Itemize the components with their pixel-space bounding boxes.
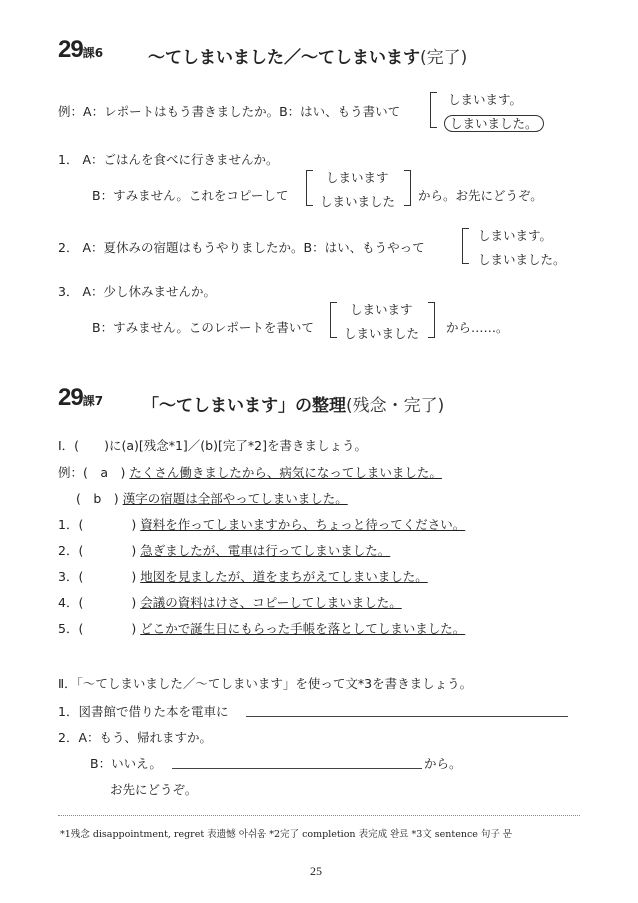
- q1-b: B：すみません。これをコピーして: [92, 188, 289, 203]
- section-7-title: 「〜てしまいます」の整理(残念・完了): [142, 396, 445, 416]
- footnote-divider: [58, 815, 580, 816]
- lesson-sub: 6: [94, 46, 104, 60]
- part1-instruction: Ⅰ．( )に(a)[残念*1]／(b)[完了*2]を書きましょう。: [58, 438, 367, 453]
- section-6-title: 〜てしまいました／〜てしまいます(完了): [148, 48, 468, 68]
- lesson-ka: 課: [82, 46, 95, 60]
- q1-bracket-left: [306, 170, 313, 206]
- part2-q2-c: お先にどうぞ。: [110, 782, 198, 797]
- q2-bracket: [462, 228, 469, 264]
- q3-bracket-left: [330, 302, 337, 338]
- q2-a: 2． A：夏休みの宿題はもうやりましたか。B：はい、もうやって: [58, 240, 425, 255]
- page-number: 25: [310, 864, 322, 878]
- example-bracket: [430, 92, 437, 128]
- q1-a: 1． A：ごはんを食べに行きませんか。: [58, 152, 279, 167]
- part2-q1-answer-line[interactable]: [246, 716, 568, 717]
- part1-item: 3．( ) 地図を見ましたが、道をまちがえてしまいました。: [58, 569, 428, 584]
- example-opt2-circled: しまいました。: [444, 114, 544, 132]
- lesson-number-7: 29: [58, 384, 83, 411]
- q1-bracket-right: [404, 170, 411, 206]
- q3-opt2: しまいました: [344, 326, 420, 341]
- part2-q1: 1．図書館で借りた本を電車に: [58, 704, 229, 719]
- q3-b-post: から……。: [446, 320, 509, 335]
- part2-q2-a: 2．A：もう、帰れますか。: [58, 730, 213, 745]
- q3-bracket-right: [428, 302, 435, 338]
- part1-example-b: ( b ) 漢字の宿題は全部やってしまいました。: [76, 491, 348, 506]
- part1-item: 1．( ) 資料を作ってしまいますから、ちょっと待ってください。: [58, 517, 466, 532]
- part1-item: 4．( ) 会議の資料はけさ、コピーしてしまいました。: [58, 595, 402, 610]
- q1-b-post: から。お先にどうぞ。: [418, 188, 543, 203]
- q2-opt1: しまいます。: [478, 228, 553, 243]
- lesson-number: 29: [58, 36, 83, 63]
- part1-item: 2．( ) 急ぎましたが、電車は行ってしまいました。: [58, 543, 391, 558]
- part1-example-a: 例：( a ) たくさん働きましたから、病気になってしまいました。: [58, 465, 442, 480]
- part2-q2-b-post: から。: [424, 756, 462, 771]
- example-opt1: しまいます。: [448, 92, 523, 107]
- example-row: 例：A：レポートはもう書きましたか。B：はい、もう書いて: [58, 104, 401, 119]
- q1-opt2: しまいました: [320, 194, 396, 209]
- q3-opt1: しまいます: [350, 302, 413, 317]
- part2-instruction: Ⅱ．「〜てしまいました／〜てしまいます」を使って文*3を書きましょう。: [58, 676, 473, 691]
- section-7-header: 29課7: [58, 384, 104, 411]
- q3-a: 3． A：少し休みませんか。: [58, 284, 216, 299]
- q3-b: B：すみません。このレポートを書いて: [92, 320, 314, 335]
- part2-q2-b: B：いいえ。: [90, 756, 162, 771]
- q1-opt1: しまいます: [326, 170, 389, 185]
- footnote: *1残念 disappointment, regret 表遗憾 아쉬움 *2完了 completion 表完成 완료 *3文 sentence 句子 문: [60, 829, 513, 840]
- part2-q2-answer-line[interactable]: [172, 768, 422, 769]
- section-6-header: [58, 36, 103, 64]
- q2-opt2: しまいました。: [478, 252, 566, 267]
- part1-item: 5．( ) どこかで誕生日にもらった手帳を落としてしまいました。: [58, 621, 466, 636]
